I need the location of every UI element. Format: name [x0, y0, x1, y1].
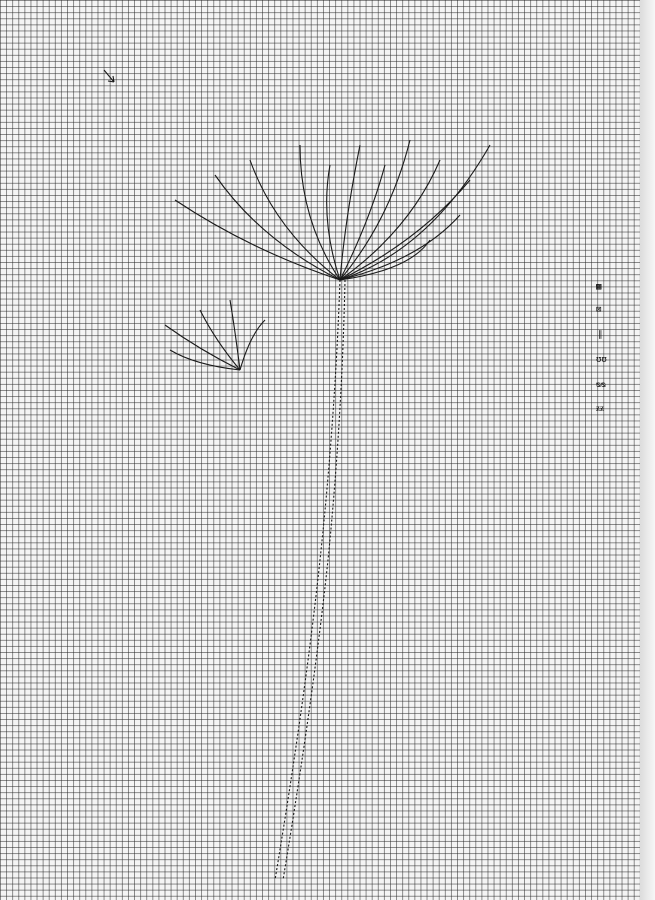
main-stem [275, 280, 345, 880]
symbol-mat-gul: ᵶᵶ [596, 404, 604, 414]
symbol-frisk-gron: ▩ [596, 282, 602, 292]
symbol-mat-lysegron: ∥ [598, 330, 603, 340]
symbol-mellem-gron: ⊠ [596, 305, 602, 315]
parsnip-motif [104, 70, 490, 880]
small-umbel [165, 300, 265, 370]
symbol-gul: ᴓᴓ [596, 380, 606, 390]
symbol-lys-gylden: ʊʊ [596, 355, 607, 365]
umbel-stems [175, 140, 490, 280]
start-arrow-icon [104, 70, 114, 82]
